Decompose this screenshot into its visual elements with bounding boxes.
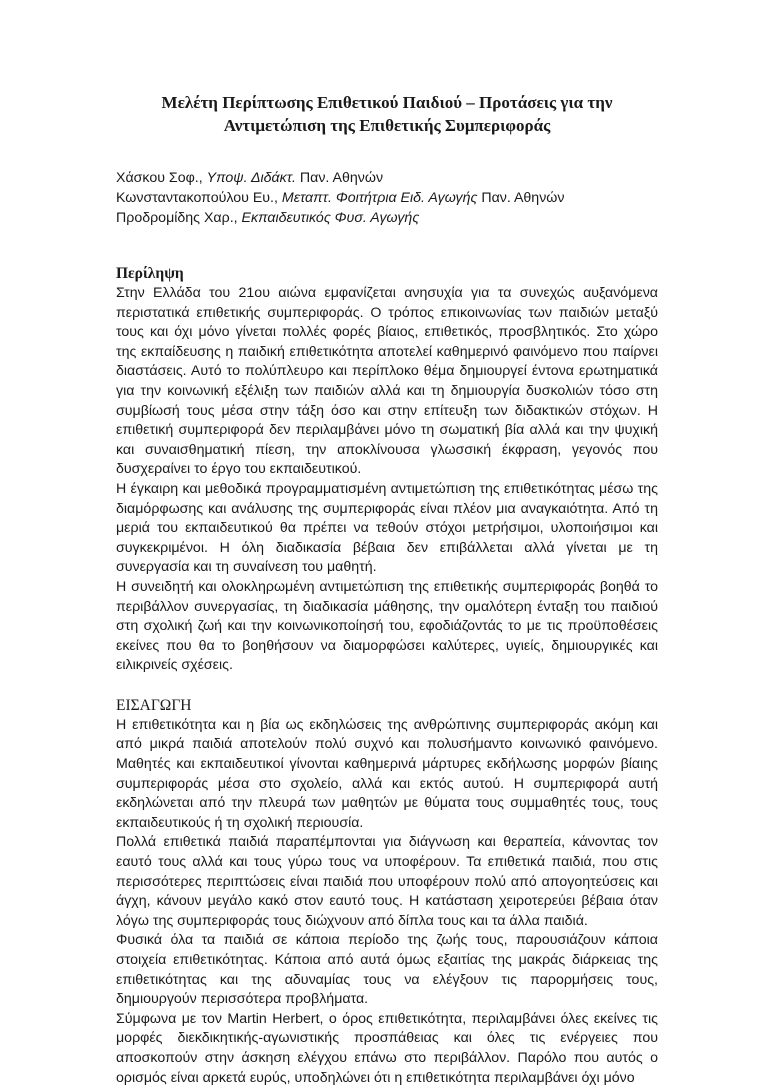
author-affiliation: Παν. Αθηνών [477, 190, 565, 206]
author-name: Προδρομίδης Χαρ., [116, 210, 242, 226]
author-role: Εκπαιδευτικός Φυσ. Αγωγής [241, 210, 420, 226]
author-role: Υποψ. Διδάκτ. [206, 170, 296, 186]
abstract-heading: Περίληψη [116, 265, 184, 282]
introduction-heading: ΕΙΣΑΓΩΓΗ [116, 696, 192, 714]
abstract-paragraph: Η έγκαιρη και μεθοδικά προγραμματισμένη αντιμετώπιση της επιθετικότητας μέσω της διαμόρφωσης και ανάλυσης της συμπεριφοράς είναι πλέον μια αναγκαιότητα. Από τη μεριά του εκπαιδευτικού θα πρέπει να τεθούν στόχοι μετρήσιμοι, υλοποιήσιμοι και συγκεκριμένοι. Η όλη διαδικασία βέβαια δεν επιβάλλεται αλλά γίνεται με τη συνεργασία και τη συναίνεση του μαθητή. [116, 480, 658, 576]
author-name: Χάσκου Σοφ., [116, 170, 207, 186]
author-line [116, 208, 658, 228]
document-content [116, 91, 658, 1088]
abstract-section [116, 264, 658, 676]
document-title: Μελέτη Περίπτωσης Επιθετικού Παιδιού – Προτάσεις για την Αντιμετώπιση της Επιθετικής Συμπεριφοράς [161, 93, 613, 135]
author-affiliation: Παν. Αθηνών [295, 170, 384, 186]
introduction-section [116, 696, 658, 1088]
introduction-paragraph: Πολλά επιθετικά παιδιά παραπέμπονται για διάγνωση και θεραπεία, κάνοντας τον εαυτό τους αλλά και τους γύρω τους να υποφέρουν. Τα επιθετικά παιδιά, που στις περισσότερες περιπτώσεις είναι παιδιά που υποφέρουν πολύ από απογοητεύσεις και άγχη, κάνουν μεγάλο κακό στον εαυτό τους. Η κατάσταση χειροτερεύει βέβαια όταν λόγω της συμπεριφοράς τους διώχνουν από δίπλα τους και τα άλλα παιδιά. [116, 834, 658, 929]
abstract-paragraph: Η συνειδητή και ολοκληρωμένη αντιμετώπιση της επιθετικής συμπεριφοράς βοηθά το περιβάλλον συνεργασίας, τη διαδικασία μάθησης, την ομαλότερη ένταξη του παιδιού στη σχολική ζωή και την κοινωνικοποίησή του, εφοδιάζοντάς το με τις προϋποθέσεις εκείνες που θα το βοηθήσουν να διαμορφώσει καλύτερες, υγιείς, δημιουργικές και ειλικρινείς σχέσεις. [116, 578, 658, 674]
section-spacer [116, 676, 658, 696]
author-line [116, 168, 658, 188]
author-role: Μεταπτ. Φοιτήτρια Ειδ. Αγωγής [281, 190, 478, 206]
author-line [116, 188, 658, 208]
introduction-paragraph: Η επιθετικότητα και η βία ως εκδηλώσεις της ανθρώπινης συμπεριφοράς ακόμη και από μικρά παιδιά αποτελούν πολύ συχνό και πολυσήμαντο κοινωνικό φαινόμενο. Μαθητές και εκπαιδευτικοί γίνονται καθημερινά μάρτυρες εκδήλωσης μορφών βίαιης συμπεριφοράς μέσα στο σχολείο, αλλά και εκτός αυτού. Η συμπεριφορά αυτή εκδηλώνεται από την πλευρά των μαθητών με θύματα τους συμμαθητές τους, τους εκπαιδευτικούς ή τη σχολική περιουσία. [116, 716, 658, 831]
abstract-paragraph: Στην Ελλάδα του 21ου αιώνα εμφανίζεται ανησυχία για τα συνεχώς αυξανόμενα περιστατικά επιθετικής συμπεριφοράς. Ο τρόπος επικοινωνίας των παιδιών μεταξύ τους και όχι μόνο γίνεται πολλές φορές βίαιος, επιθετικός, προσβλητικός. Στο χώρο της εκπαίδευσης η παιδική επιθετικότητα αποτελεί καθημερινό φαινόμενο που παίρνει διαστάσεις. Αυτό το πολύπλευρο και περίπλοκο θέμα δημιουργεί έντονα ερωτηματικά για την κοινωνική εξέλιξη των παιδιών αλλά και τη δημιουργία δυσκολιών τόσο στη συμβίωσή τους μέσα στην τάξη όσο και στην επίτευξη των διδακτικών στόχων. Η επιθετική συμπεριφορά δεν περιλαμβάνει μόνο τη σωματική βία αλλά και την ψυχική και συναισθηματική πίεση, την αποκλίνουσα γλωσσική έκφραση, γεγονός που δυσχεραίνει το έργο του εκπαιδευτικού. [116, 285, 658, 478]
introduction-paragraph: Σύμφωνα με τον Martin Herbert, ο όρος επιθετικότητα, περιλαμβάνει όλες εκείνες τις μορφές διεκδικητικής-αγωνιστικής προσπάθειας και όλες τις ενέργειες που αποσκοπούν στην άσκηση ελέγχου επάνω στο περιβάλλον. Παρόλο που αυτός ο ορισμός είναι αρκετά ευρύς, υποδηλώνει ότι η επιθετικότητα περιλαμβάνει όχι μόνο [116, 1010, 658, 1086]
introduction-paragraph: Φυσικά όλα τα παιδιά σε κάποια περίοδο της ζωής τους, παρουσιάζουν κάποια στοιχεία επιθετικότητας. Κάποια από αυτά όμως εξαιτίας της μακράς διάρκειας της επιθετικότητας και της αδυναμίας τους να ελέγξουν τις παρορμήσεις τους, δημιουργούν περισσότερα προβλήματα. [116, 932, 658, 1008]
author-list [116, 168, 658, 228]
author-name: Κωνσταντακοπούλου Ευ., [116, 190, 282, 206]
